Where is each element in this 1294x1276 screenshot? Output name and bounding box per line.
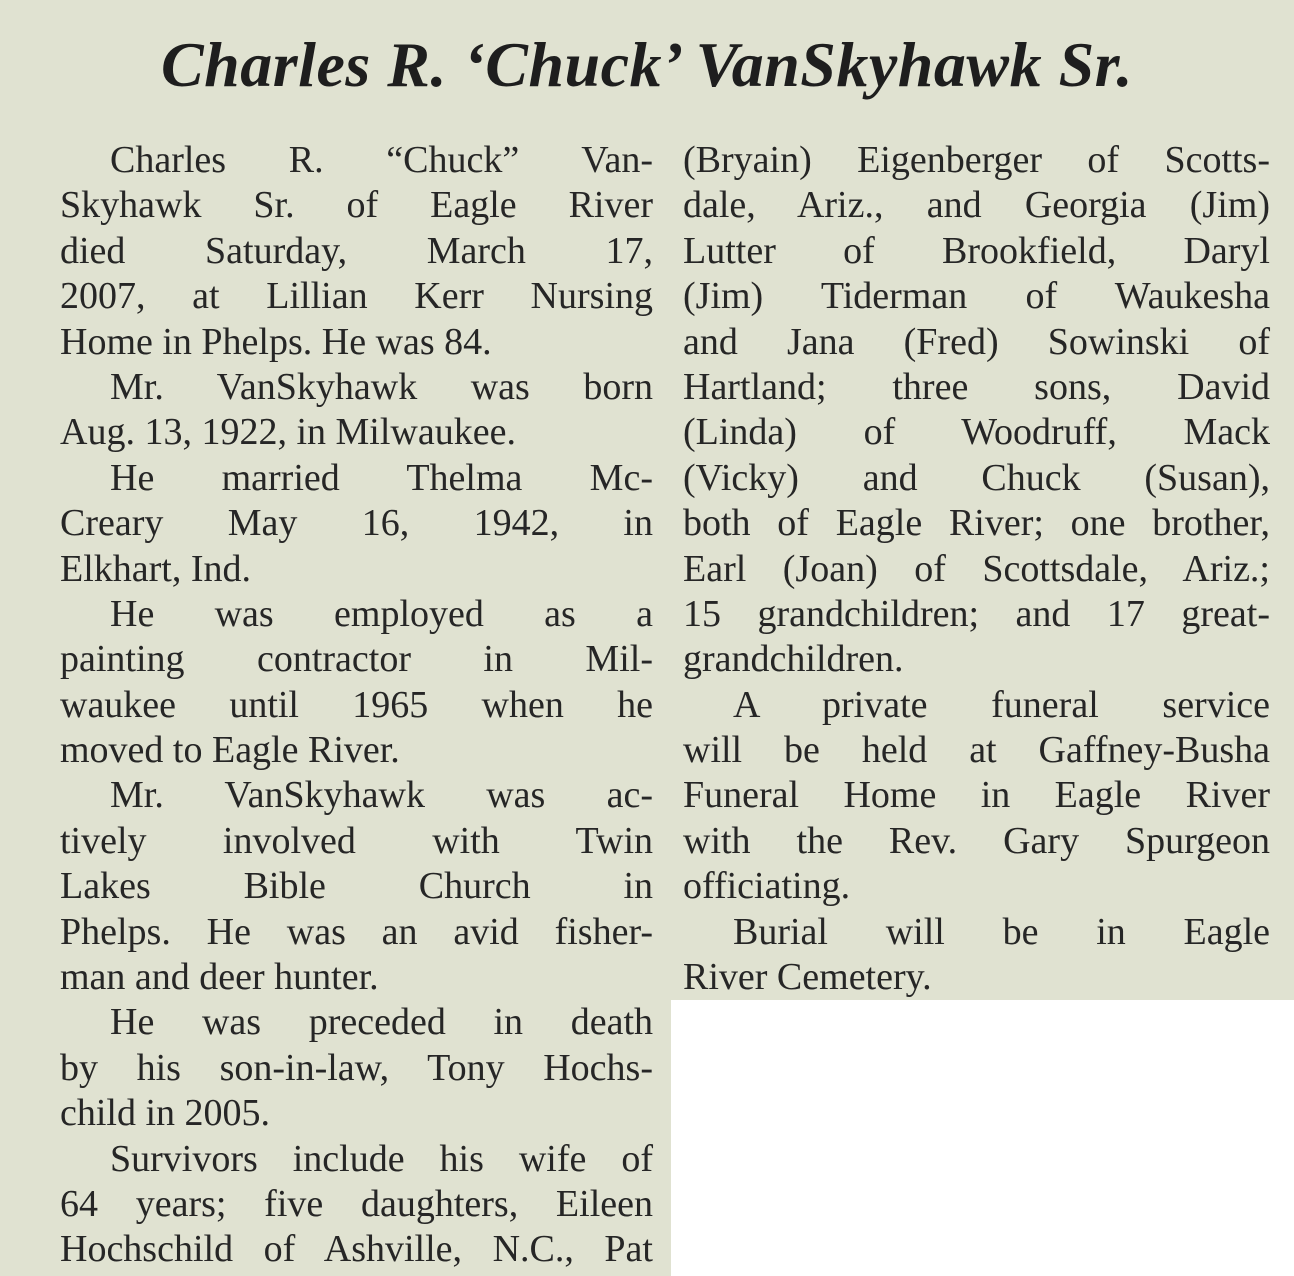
paragraph <box>60 1000 653 1136</box>
text-line: officiating. <box>683 865 851 908</box>
text-line: (Jim) Tiderman of Waukesha <box>683 275 1270 318</box>
text-line: by his son-in-law, Tony Hochs- <box>60 1046 653 1089</box>
paragraph <box>60 365 653 456</box>
text-line: 64 years; five daughters, Eileen <box>60 1182 653 1225</box>
blank-area <box>671 1000 1294 1276</box>
paragraph <box>60 773 653 1000</box>
text-line: both of Eagle River; one brother, <box>683 502 1270 545</box>
paragraph <box>683 683 1270 910</box>
text-line: He married Thelma Mc- <box>110 456 653 499</box>
left-column <box>60 138 653 1273</box>
text-line: tively involved with Twin <box>60 819 653 862</box>
text-line: dale, Ariz., and Georgia (Jim) <box>683 184 1270 227</box>
text-line: Hochschild of Ashville, N.C., Pat <box>60 1228 653 1271</box>
right-column <box>683 138 1270 1000</box>
text-line: 15 grandchildren; and 17 great- <box>683 592 1270 635</box>
text-line: He was preceded in death <box>110 1001 653 1044</box>
text-line: Creary May 16, 1942, in <box>60 502 653 545</box>
paragraph <box>683 910 1270 1001</box>
text-line: moved to Eagle River. <box>60 729 400 772</box>
text-line: died Saturday, March 17, <box>60 229 653 272</box>
paragraph <box>60 138 653 365</box>
text-line: Earl (Joan) of Scottsdale, Ariz.; <box>683 547 1270 590</box>
text-line: Hartland; three sons, David <box>683 365 1270 408</box>
text-line: Phelps. He was an avid fisher- <box>60 910 653 953</box>
paragraph <box>60 456 653 592</box>
text-line: (Linda) of Woodruff, Mack <box>683 411 1270 454</box>
text-line: He was employed as a <box>110 592 653 635</box>
text-line: man and deer hunter. <box>60 956 379 999</box>
text-line: painting contractor in Mil- <box>60 638 653 681</box>
text-line: Skyhawk Sr. of Eagle River <box>60 184 653 227</box>
text-line: child in 2005. <box>60 1092 271 1135</box>
text-line: Mr. VanSkyhawk was born <box>110 365 653 408</box>
text-line: Lakes Bible Church in <box>60 865 653 908</box>
text-line: Elkhart, Ind. <box>60 547 252 590</box>
text-line: will be held at Gaffney-Busha <box>683 729 1270 772</box>
paragraph <box>60 592 653 774</box>
text-line: A private funeral service <box>733 683 1270 726</box>
text-line: River Cemetery. <box>683 956 932 999</box>
text-line: Survivors include his wife of <box>110 1137 653 1180</box>
text-line: 2007, at Lillian Kerr Nursing <box>60 275 653 318</box>
text-line: Aug. 13, 1922, in Milwaukee. <box>60 411 516 454</box>
text-line: and Jana (Fred) Sowinski of <box>683 320 1270 363</box>
text-line: Funeral Home in Eagle River <box>683 774 1270 817</box>
obituary-headline: Charles R. ‘Chuck’ VanSkyhawk Sr. <box>160 29 1134 100</box>
text-line: Lutter of Brookfield, Daryl <box>683 229 1270 272</box>
text-line: (Bryain) Eigenberger of Scotts- <box>683 139 1270 181</box>
paragraph <box>60 1137 653 1273</box>
text-line: waukee until 1965 when he <box>60 683 653 726</box>
text-line: with the Rev. Gary Spurgeon <box>683 819 1270 862</box>
text-line: Burial will be in Eagle <box>733 910 1270 953</box>
text-line: Home in Phelps. He was 84. <box>60 320 492 363</box>
text-line: (Vicky) and Chuck (Susan), <box>683 456 1270 499</box>
text-line: Charles R. “Chuck” Van- <box>110 139 653 181</box>
text-line: grandchildren. <box>683 638 904 681</box>
paragraph <box>683 138 1270 683</box>
text-line: Mr. VanSkyhawk was ac- <box>110 774 653 817</box>
